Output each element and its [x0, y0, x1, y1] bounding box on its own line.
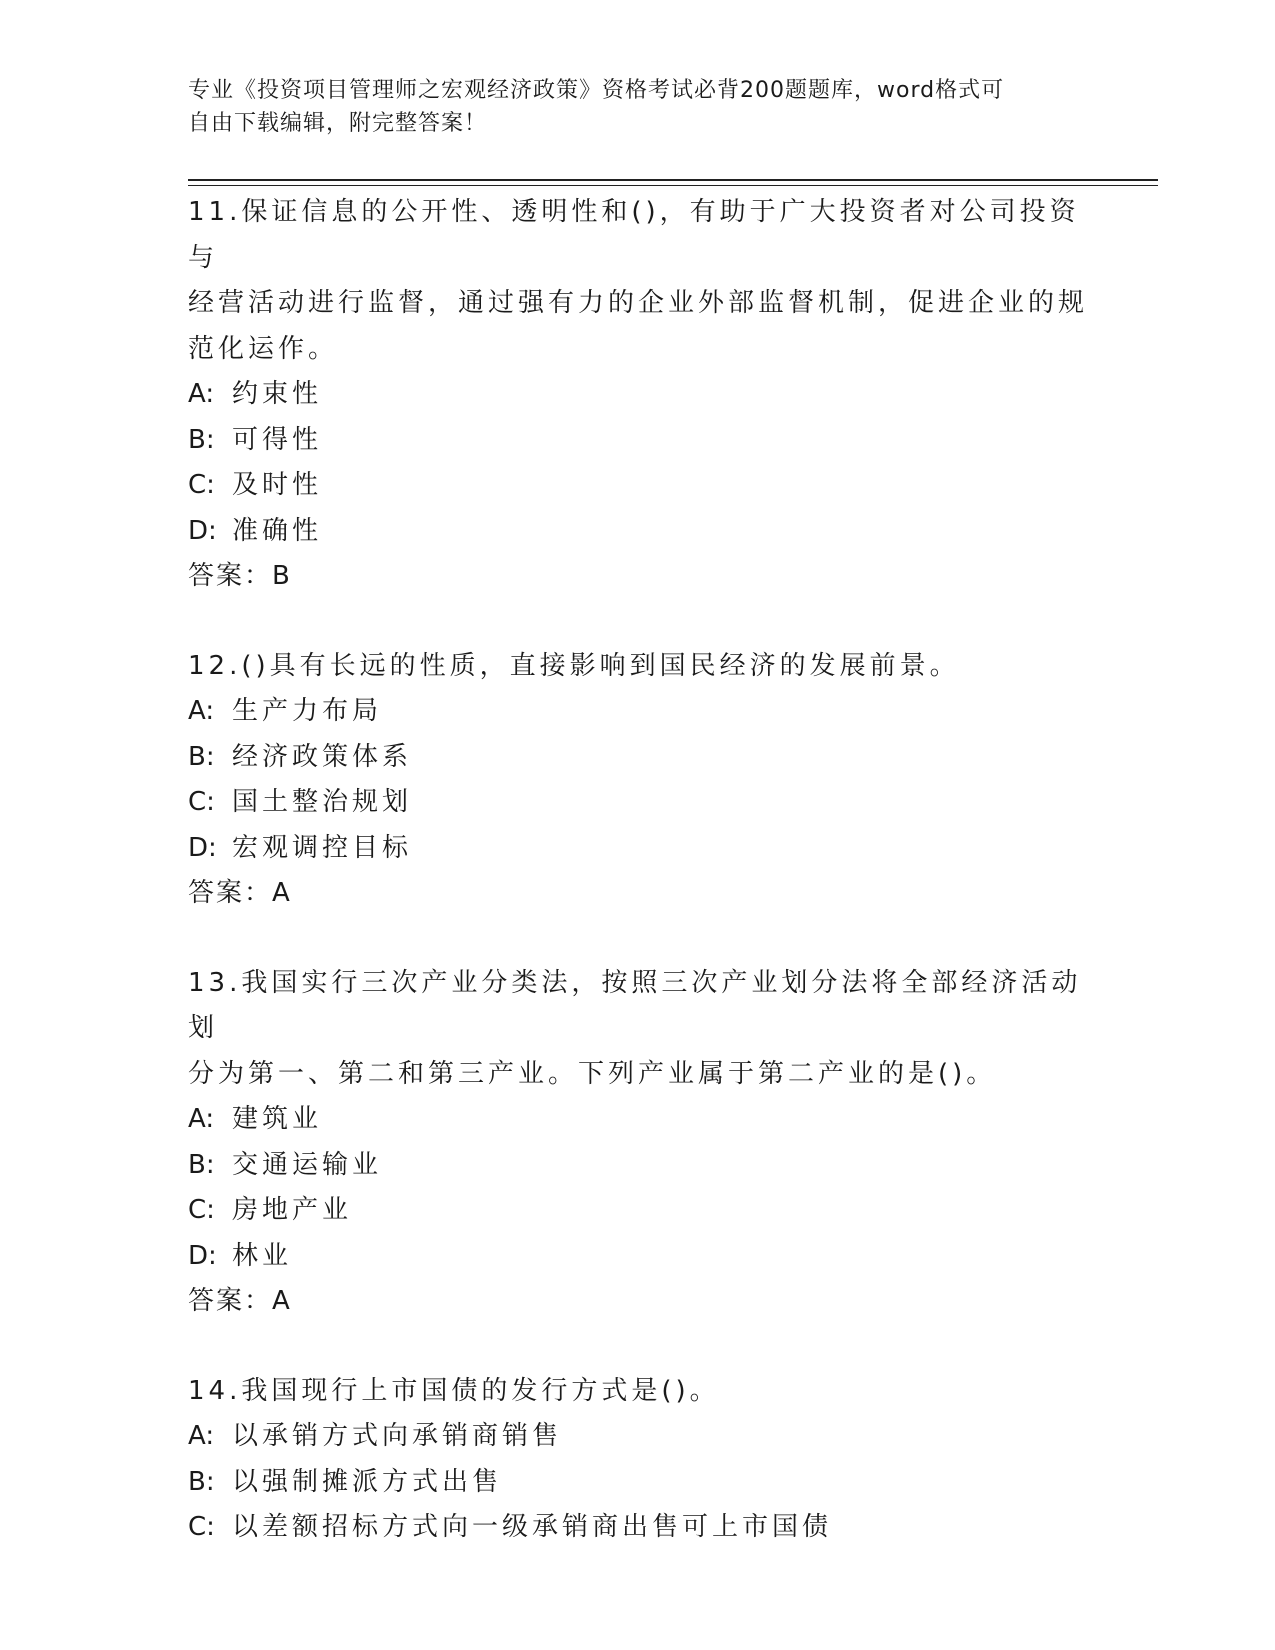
option-row: [188, 1505, 1088, 1551]
option-text: 经济政策体系: [232, 741, 413, 772]
option-letter: B:: [188, 741, 215, 772]
option-row: [188, 418, 1088, 464]
option-letter: D:: [188, 515, 217, 546]
question-list: [188, 190, 1088, 1595]
option-letter: A:: [188, 1104, 215, 1134]
question-text-line: 分为第一、第二和第三产业。下列产业属于第二产业的是()。: [188, 1058, 997, 1089]
question-text-line: 14.我国现行上市国债的发行方式是()。: [188, 1375, 720, 1406]
option-text: 以差额招标方式向一级承销商出售可上市国债: [232, 1512, 833, 1542]
option-row: [188, 372, 1088, 418]
question-text-line: 13.我国实行三次产业分类法，按照三次产业划分法将全部经济活动划: [188, 967, 1082, 1043]
question-text-line: 经营活动进行监督，通过强有力的企业外部监督机制，促进企业的规: [188, 288, 1089, 318]
option-text: 以承销方式向承销商销售: [232, 1421, 563, 1451]
answer-line: 答案：A: [188, 1286, 292, 1316]
option-text: 可得性: [232, 424, 323, 455]
question-block: [188, 644, 1088, 917]
option-row: [188, 1188, 1088, 1234]
option-text: 国土整治规划: [232, 787, 413, 817]
option-row: [188, 689, 1088, 735]
option-letter: B:: [188, 1149, 215, 1180]
answer-line: 答案：B: [188, 561, 292, 591]
option-text: 约束性: [232, 379, 323, 409]
option-row: [188, 509, 1088, 555]
option-row: [188, 735, 1088, 781]
question-text-line: 12.()具有长远的性质，直接影响到国民经济的发展前景。: [188, 650, 960, 681]
option-letter: B:: [188, 1466, 215, 1497]
option-letter: A:: [188, 696, 215, 726]
option-letter: A:: [188, 379, 215, 409]
question-block: [188, 1369, 1088, 1551]
option-row: [188, 780, 1088, 826]
option-row: [188, 1414, 1088, 1460]
header-line-1: 专业《投资项目管理师之宏观经济政策》资格考试必背200题题库，word格式可: [188, 78, 1005, 103]
option-row: [188, 1097, 1088, 1143]
option-text: 交通运输业: [232, 1149, 383, 1180]
option-text: 以强制摊派方式出售: [232, 1466, 503, 1497]
option-row: [188, 463, 1088, 509]
option-text: 及时性: [232, 470, 323, 500]
question-block: [188, 190, 1088, 600]
header-divider: [188, 179, 1158, 186]
question-text-line: 范化运作。: [188, 333, 339, 364]
option-text: 建筑业: [232, 1104, 323, 1134]
option-letter: B:: [188, 424, 215, 455]
option-row: [188, 826, 1088, 872]
option-letter: A:: [188, 1421, 215, 1451]
header-line-2: 自由下载编辑，附完整答案！: [188, 111, 488, 136]
option-letter: C:: [188, 470, 215, 500]
option-row: [188, 1143, 1088, 1189]
option-letter: D:: [188, 1240, 217, 1271]
question-text-line: 11.保证信息的公开性、透明性和()，有助于广大投资者对公司投资与: [188, 197, 1080, 273]
option-row: [188, 1234, 1088, 1280]
option-text: 林业: [232, 1240, 293, 1271]
option-text: 生产力布局: [232, 696, 383, 726]
option-letter: C:: [188, 1512, 215, 1542]
document-header: [188, 74, 1088, 140]
option-letter: C:: [188, 1195, 215, 1225]
option-row: [188, 1460, 1088, 1506]
answer-line: 答案：A: [188, 878, 292, 908]
option-text: 准确性: [232, 515, 323, 546]
question-block: [188, 961, 1088, 1325]
option-letter: D:: [188, 832, 217, 863]
option-letter: C:: [188, 787, 215, 817]
option-text: 宏观调控目标: [232, 832, 413, 863]
option-text: 房地产业: [232, 1195, 353, 1225]
